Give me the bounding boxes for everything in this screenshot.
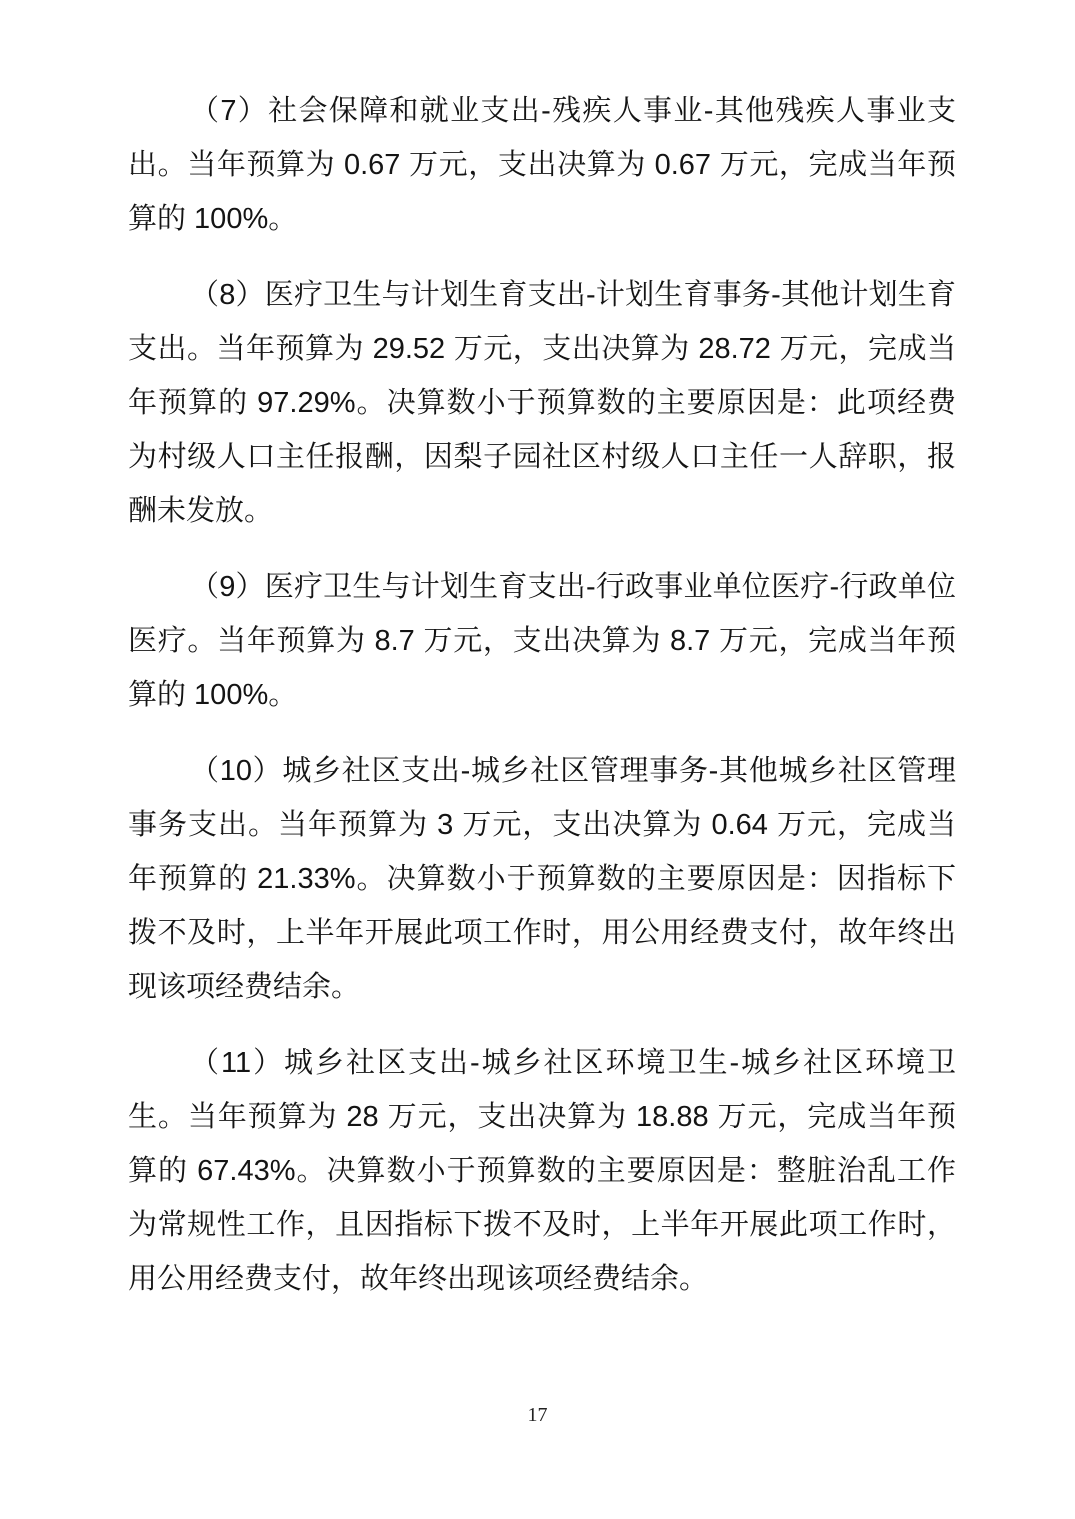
paragraph-item-8: （8）医疗卫生与计划生育支出-计划生育事务-其他计划生育支出。当年预算为 29.52 万元，支出决算为 28.72 万元，完成当年预算的 97.29%。决算数小于预算数的主要原因是：此项经费为村级人口主任报酬，因梨子园社区村级人口主任一人辞职，报酬未发放。 bbox=[128, 279, 956, 527]
paragraph-item-10: （10）城乡社区支出-城乡社区管理事务-其他城乡社区管理事务支出。当年预算为 3 万元，支出决算为 0.64 万元，完成当年预算的 21.33%。决算数小于预算数的主要原因是：因指标下拨不及时，上半年开展此项工作时，用公用经费支付，故年终出现该项经费结余。 bbox=[128, 755, 956, 1003]
paragraph-item-11: （11）城乡社区支出-城乡社区环境卫生-城乡社区环境卫生。当年预算为 28 万元，支出决算为 18.88 万元，完成当年预算的 67.43%。决算数小于预算数的主要原因是：整脏治乱工作为常规性工作，且因指标下拨不及时，上半年开展此项工作时，用公用经费支付，故年终出现该项经费结余。 bbox=[128, 1047, 956, 1295]
paragraph-item-9: （9）医疗卫生与计划生育支出-行政事业单位医疗-行政单位医疗。当年预算为 8.7 万元，支出决算为 8.7 万元，完成当年预算的 100%。 bbox=[128, 571, 956, 711]
page-number: 17 bbox=[527, 1404, 548, 1426]
paragraph-item-7: （7）社会保障和就业支出-残疾人事业-其他残疾人事业支出。当年预算为 0.67 万元，支出决算为 0.67 万元，完成当年预算的 100%。 bbox=[128, 95, 956, 235]
document-body bbox=[128, 84, 956, 1328]
